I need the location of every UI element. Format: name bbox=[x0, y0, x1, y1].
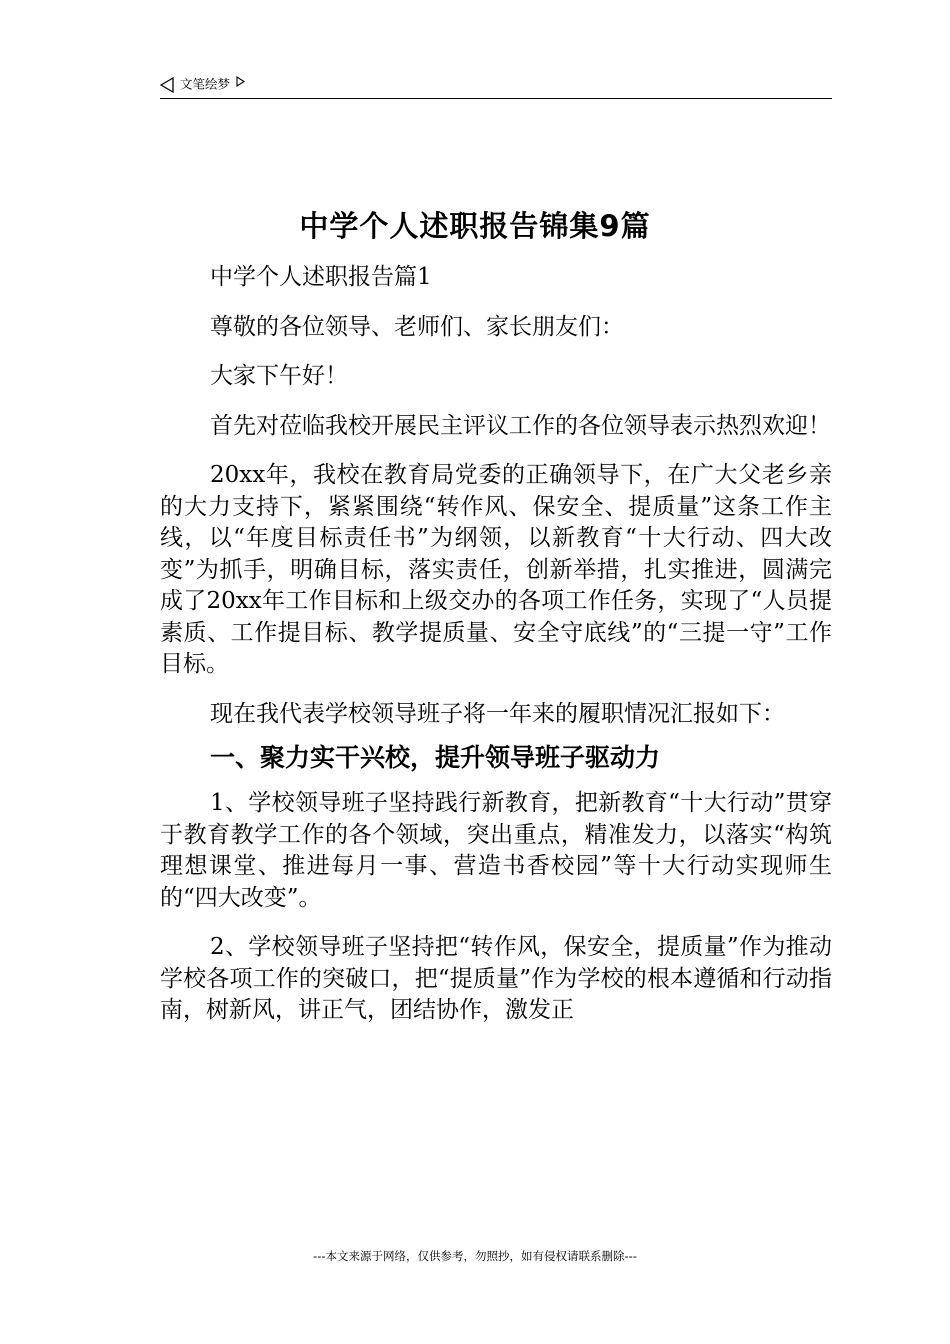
footer-notice: ---本文来源于网络，仅供参考，勿照抄，如有侵权请联系删除--- bbox=[313, 1249, 637, 1263]
header-brand bbox=[160, 76, 245, 93]
intro-paragraph: 现在我代表学校领导班子将一年来的履职情况汇报如下： bbox=[210, 700, 785, 727]
triangle-right-outline-icon bbox=[236, 76, 245, 87]
subtitle-paragraph: 中学个人述职报告篇1 bbox=[210, 264, 432, 290]
welcome-paragraph: 首先对莅临我校开展民主评议工作的各位领导表示热烈欢迎！ bbox=[210, 412, 831, 439]
section-paragraph: 1、学校领导班子坚持践行新教育，把新教育“十大行动”贯穿于教育教学工作的各个领域，突出重点，精准发力，以落实“构筑理想课堂、推进每月一事、营造书香校园”等十大行动实现师生的“四大改变”。 bbox=[160, 790, 832, 911]
document-title: 中学个人述职报告锦集9篇 bbox=[299, 209, 651, 243]
page-header bbox=[160, 74, 832, 99]
salutation-paragraph: 尊敬的各位领导、老师们、家长朋友们： bbox=[210, 313, 624, 340]
summary-paragraph: 20xx年，我校在教育局党委的正确领导下，在广大父老乡亲的大力支持下，紧紧围绕“转作风、保安全、提质量”这条工作主线，以“年度目标责任书”为纲领，以新教育“十大行动、四大改变”为抓手，明确目标，落实责任，创新举措，扎实推进，圆满完成了20xx年工作目标和上级交办的各项工作任务，实现了“人员提素质、工作提目标、教学提质量、安全守底线”的“三提一守”工作目标。 bbox=[160, 462, 832, 677]
section-paragraph: 2、学校领导班子坚持把“转作风，保安全，提质量”作为推动学校各项工作的突破口，把“提质量”作为学校的根本遵循和行动指南，树新风，讲正气，团结协作，激发正 bbox=[160, 934, 832, 1023]
greeting-paragraph: 大家下午好！ bbox=[210, 363, 348, 389]
brand-name: 文笔绘梦 bbox=[180, 76, 231, 92]
document-body bbox=[160, 262, 832, 1045]
section-heading: 一、聚力实干兴校，提升领导班子驱动力 bbox=[210, 743, 661, 772]
triangle-left-outline-icon bbox=[160, 77, 174, 93]
